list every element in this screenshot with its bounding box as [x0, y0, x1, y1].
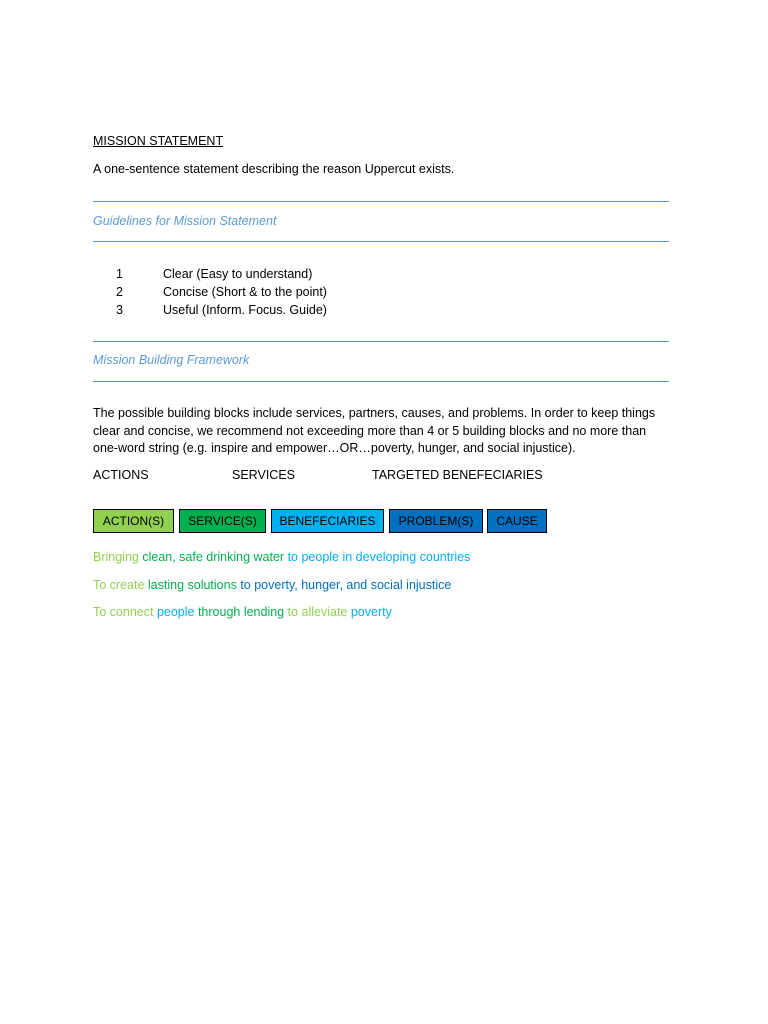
column-label-services: SERVICES: [232, 468, 295, 482]
guidelines-heading: Guidelines for Mission Statement: [93, 214, 277, 228]
divider-line: [93, 341, 669, 342]
block-beneficiaries: BENEFECIARIES: [271, 509, 384, 533]
column-label-beneficiaries: TARGETED BENEFECIARIES: [372, 468, 543, 482]
block-actions: ACTION(S): [93, 509, 174, 533]
example-beneficiary-text: poverty: [347, 605, 392, 619]
divider-line: [93, 241, 669, 242]
example-line-3: [93, 605, 392, 619]
divider-line: [93, 201, 669, 202]
example-service-text: clean, safe drinking water: [142, 550, 285, 564]
block-services: SERVICE(S): [179, 509, 266, 533]
paragraph-line: The possible building blocks include services, partners, causes, and problems. In order to keep things: [93, 406, 656, 420]
paragraph-line: one-word string (e.g. inspire and empower…OR…poverty, hunger, and social injustice).: [93, 441, 576, 455]
example-beneficiary-text: people: [156, 605, 195, 619]
example-action-text: To connect: [93, 605, 157, 619]
paragraph-line: clear and concise, we recommend not exceeding more than 4 or 5 building blocks and no more than: [93, 423, 647, 438]
example-action-text: To create: [93, 578, 148, 592]
block-problems: PROBLEM(S): [389, 509, 483, 533]
example-action-text: to alleviate: [284, 605, 348, 619]
example-line-2: [93, 578, 451, 592]
example-line-1: [93, 550, 470, 564]
intro-text: A one-sentence statement describing the reason Uppercut exists.: [93, 162, 455, 176]
list-number: 2: [116, 285, 123, 299]
block-cause: CAUSE: [487, 509, 547, 533]
list-text: Useful (Inform. Focus. Guide): [163, 303, 327, 317]
example-service-text: lasting solutions: [147, 578, 237, 592]
example-problem-text: to poverty, hunger, and social injustice: [236, 578, 452, 592]
page-title: MISSION STATEMENT: [93, 134, 224, 148]
example-beneficiary-text: to people in developing countries: [284, 550, 471, 564]
list-number: 1: [116, 267, 123, 281]
list-number: 3: [116, 303, 123, 317]
list-text: Concise (Short & to the point): [163, 285, 327, 299]
framework-paragraph: [93, 405, 678, 458]
divider-line: [93, 381, 669, 382]
example-action-text: Bringing: [93, 550, 143, 564]
example-service-text: through lending: [194, 605, 285, 619]
framework-heading: Mission Building Framework: [93, 353, 250, 367]
list-text: Clear (Easy to understand): [163, 267, 313, 281]
column-label-actions: ACTIONS: [93, 468, 149, 482]
